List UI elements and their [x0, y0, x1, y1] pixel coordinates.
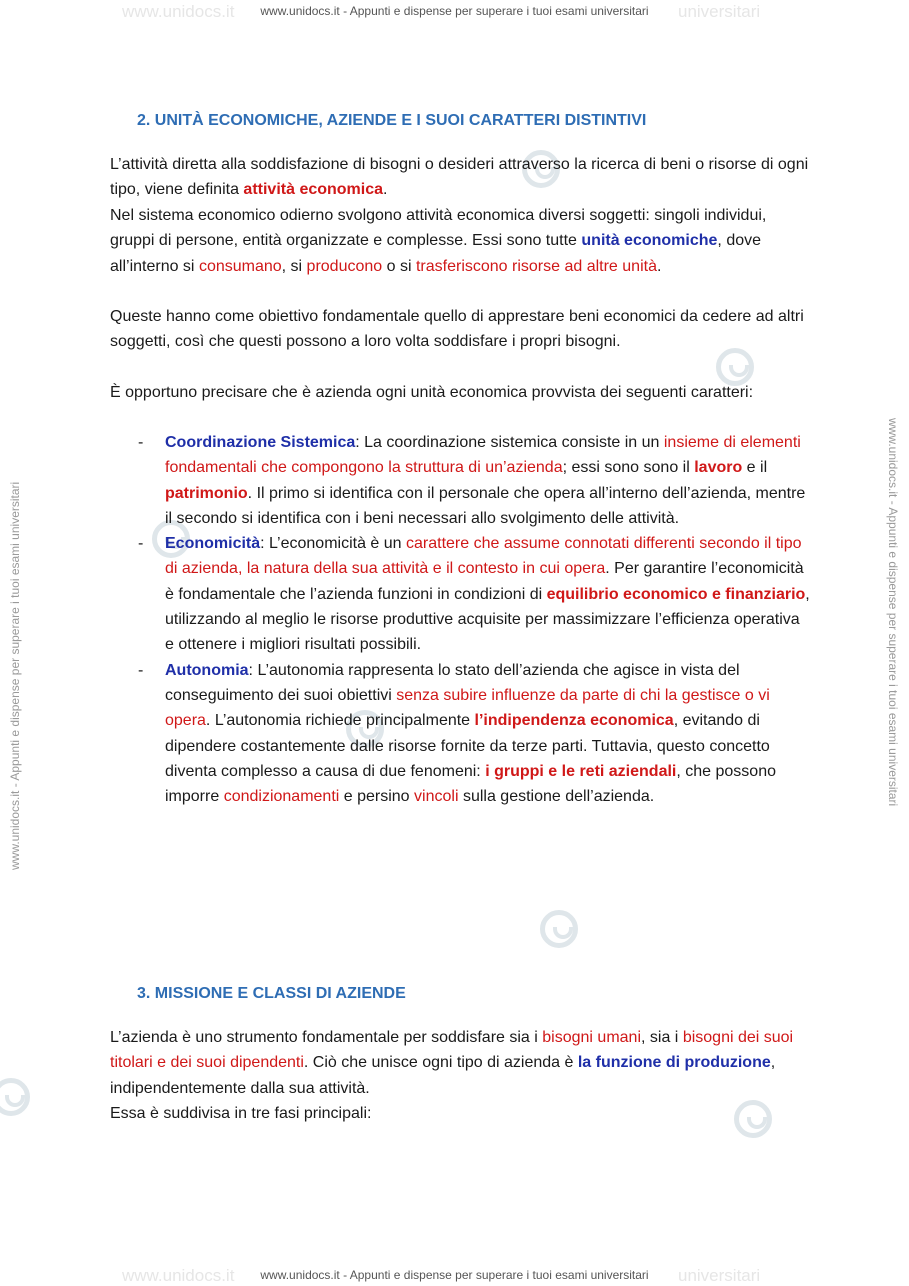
- paragraph-fasi: Essa è suddivisa in tre fasi principali:: [110, 1105, 372, 1122]
- page-footer-watermark: www.unidocs.it - Appunti e dispense per superare i tuoi esami universitari: [260, 1268, 649, 1282]
- watermark-ghost-right-top: universitari: [678, 2, 761, 21]
- highlight-equilibrio: equilibrio economico e finanziario: [546, 585, 806, 603]
- text: .: [383, 181, 388, 199]
- text: . Per garantire l’economicità è fondamentale che l’azienda funzioni in condizioni di: [165, 560, 804, 603]
- page-header-watermark: www.unidocs.it - Appunti e dispense per superare i tuoi esami universitari: [260, 4, 649, 18]
- highlight: carattere che assume connotati differenti secondo il tipo di azienda, la natura della sua attività e il contesto in cui opera: [165, 535, 802, 578]
- section-2-heading: 2. UNITÀ ECONOMICHE, AZIENDE E I SUOI CARATTERI DISTINTIVI: [137, 112, 647, 129]
- text: : L’economicità è un: [260, 535, 407, 553]
- highlight: insieme di elementi fondamentali che compongono la struttura di un’azienda: [165, 434, 801, 477]
- term-economicita: Economicità: [165, 535, 261, 553]
- highlight-consumano: consumano: [198, 257, 282, 275]
- text: . Ciò che unisce ogni tipo di azienda è: [303, 1054, 578, 1072]
- text: , si: [281, 257, 307, 275]
- list-item: [110, 658, 810, 810]
- paragraph-attivita-economica: [110, 152, 810, 203]
- section-3-heading: 3. MISSIONE E CLASSI DI AZIENDE: [137, 985, 406, 1002]
- text: : La coordinazione sistemica consiste in un: [355, 434, 664, 451]
- text: , dove all’interno si: [110, 232, 762, 275]
- paragraph-unita-economiche: [110, 203, 810, 279]
- highlight-indipendenza: l’indipendenza economica: [474, 712, 674, 730]
- list-item: [110, 430, 810, 531]
- paragraph-caratteri: È opportuno precisare che è azienda ogni unità economica provvista dei seguenti caratteri:: [110, 384, 754, 401]
- highlight: senza subire influenze da parte di chi la gestisce o vi opera: [165, 686, 770, 730]
- highlight-gruppi-reti: i gruppi e le reti aziendali: [485, 762, 677, 780]
- highlight-producono: producono: [306, 257, 383, 275]
- unidocs-logo-icon: [0, 1078, 30, 1116]
- side-watermark-right: www.unidocs.it - Appunti e dispense per superare i tuoi esami universitari: [886, 418, 900, 807]
- paragraph-obiettivo: Queste hanno come obiettivo fondamentale quello di apprestare beni economici da cedere ad altri soggetti, così che questi possono a loro volta soddisfare i propri bisogni.: [110, 308, 804, 351]
- highlight-patrimonio: patrimonio: [165, 484, 248, 502]
- text: .: [656, 257, 662, 275]
- text: e persino: [339, 788, 415, 806]
- text: , evitando di dipendere costantemente dalle risorse fornite da terze parti. Tuttavia, questo concetto diventa complesso a causa di due fenomeni:: [165, 712, 770, 780]
- term-coordinazione-sistemica: Coordinazione Sistemica: [165, 434, 356, 451]
- caratteri-list: [110, 430, 810, 809]
- text: e il: [742, 459, 768, 477]
- highlight-funzione-produzione: la funzione di produzione: [577, 1054, 771, 1072]
- text: , che possono imporre: [165, 762, 776, 806]
- side-watermark-left: www.unidocs.it - Appunti e dispense per superare i tuoi esami universitari: [8, 481, 22, 870]
- unidocs-logo-icon: [540, 910, 578, 948]
- dash-bullet: -: [138, 535, 144, 553]
- text: o si: [382, 257, 416, 275]
- highlight-vincoli: vincoli: [414, 788, 459, 806]
- watermark-ghost-left-bottom: www.unidocs.it: [122, 1266, 235, 1285]
- text: L’attività diretta alla soddisfazione di bisogni o desideri attraverso la ricerca di beni o risorse di ogni tipo, viene definita: [110, 156, 809, 199]
- highlight-unita-economiche: unità economiche: [581, 232, 718, 250]
- text: , indipendentemente dalla sua attività.: [110, 1054, 776, 1097]
- text: : L’autonomia rappresenta lo stato dell’azienda che agisce in vista del conseguimento dei suoi obiettivi: [165, 661, 740, 704]
- highlight-lavoro: lavoro: [694, 459, 743, 477]
- text: sulla gestione dell’azienda.: [458, 788, 655, 806]
- text: , sia i: [641, 1029, 683, 1046]
- list-item: [110, 531, 810, 657]
- highlight-bisogni-titolari: bisogni dei suoi titolari e dei suoi dipendenti: [110, 1029, 794, 1072]
- highlight-trasferiscono: trasferiscono risorse ad altre unità: [415, 257, 657, 275]
- text: . L’autonomia richiede principalmente: [205, 712, 475, 730]
- term-autonomia: Autonomia: [165, 661, 249, 679]
- text: L’azienda è uno strumento fondamentale per soddisfare sia i: [110, 1029, 543, 1046]
- paragraph-missione: [110, 1025, 810, 1101]
- text: , utilizzando al meglio le risorse produttive acquisite per massimizzare l’efficienza operativa e ottenere i migliori risultati possibili.: [165, 585, 810, 654]
- watermark-ghost-right-bottom: universitari: [678, 1266, 761, 1285]
- text: ; essi sono sono il: [562, 459, 695, 477]
- highlight-attivita-economica: attività economica: [243, 181, 384, 199]
- highlight-bisogni-umani: bisogni umani: [542, 1029, 642, 1046]
- text: . Il primo si identifica con il personale che opera all’interno dell’azienda, mentre il secondo si identifica con i beni necessari allo svolgimento delle attività.: [165, 484, 806, 527]
- watermark-ghost-left-top: www.unidocs.it: [122, 2, 235, 21]
- text: Nel sistema economico odierno svolgono attività economica diversi soggetti: singoli individui, gruppi di persone, entità organizzate e complesse. Essi sono tutte: [110, 207, 767, 250]
- dash-bullet: -: [138, 661, 144, 679]
- highlight-condizionamenti: condizionamenti: [223, 788, 340, 806]
- dash-bullet: -: [138, 434, 144, 451]
